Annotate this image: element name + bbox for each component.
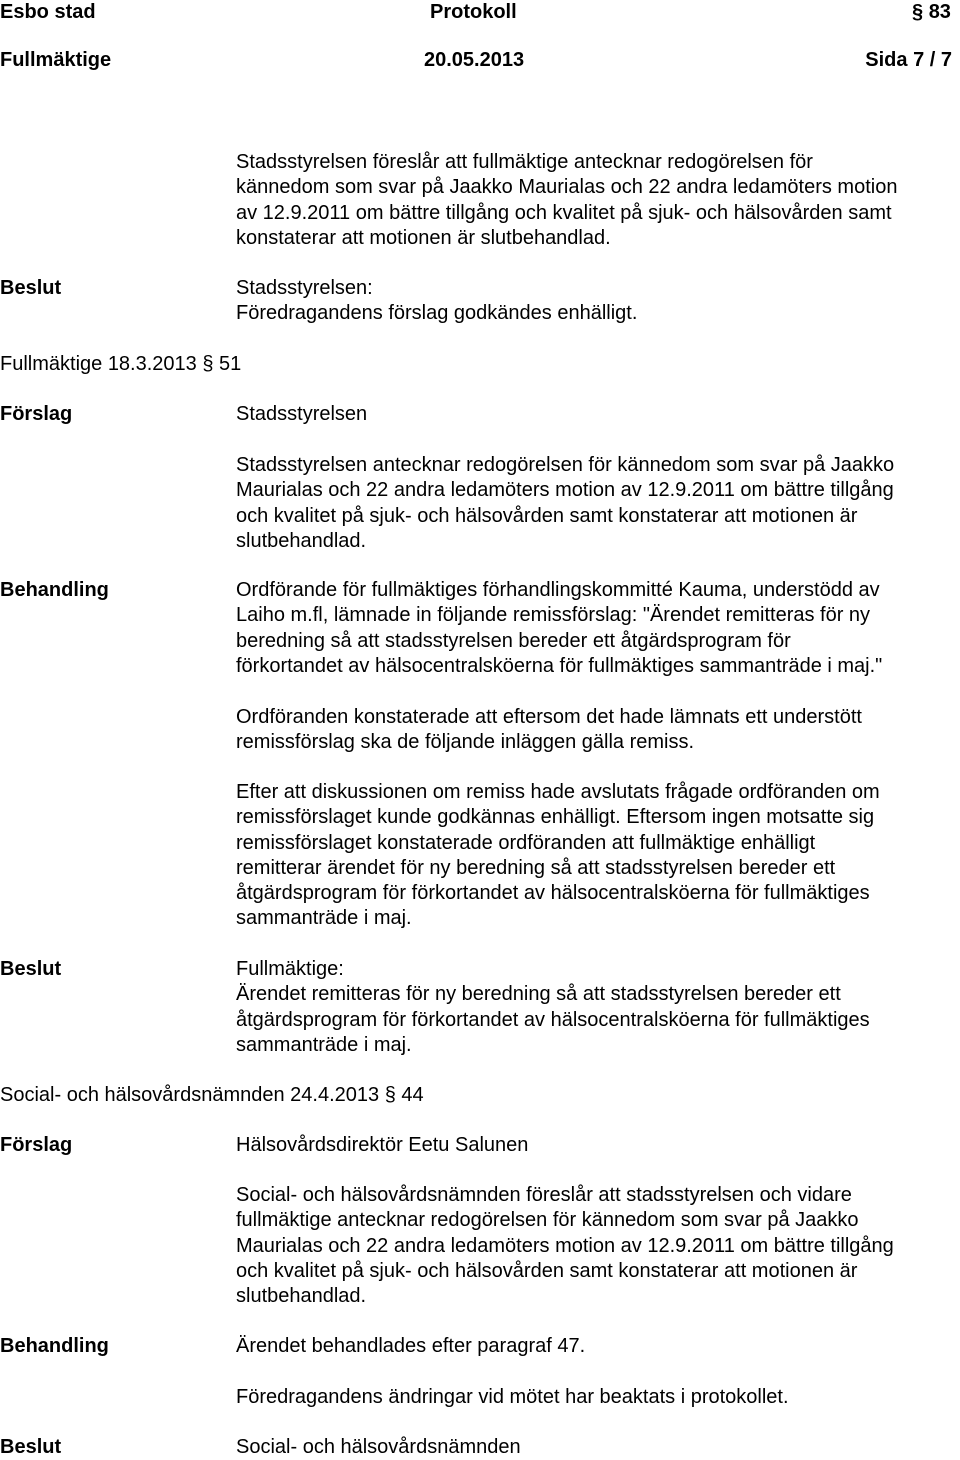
header-doc-type: Protokoll bbox=[430, 1, 517, 23]
beslut-label: Beslut bbox=[0, 277, 62, 299]
proposer-text: Hälsovårdsdirektör Eetu Salunen bbox=[236, 1134, 529, 1156]
beslut-label: Beslut bbox=[0, 1436, 62, 1458]
header-org: Esbo stad bbox=[0, 1, 96, 23]
section-heading-fullmaktige: Fullmäktige 18.3.2013 § 51 bbox=[0, 353, 242, 375]
behandling-label: Behandling bbox=[0, 1335, 109, 1357]
handling-text: Ärendet behandlades efter paragraf 47. bbox=[236, 1335, 586, 1357]
forslag-label: Förslag bbox=[0, 1134, 73, 1156]
proposal-paragraph: Stadsstyrelsen föreslår att fullmäktige antecknar redogörelsen för kännedom som svar på Jaakko Maurialas och 22 andra ledamöters motion av 12.9.2011 om bättre tillgång och kvalitet på sjuk- och hälsovården samt konstaterar att motionen är slutbehandlad. bbox=[236, 151, 898, 249]
decision-text: Fullmäktige: Ärendet remitteras för ny beredning så att stadsstyrelsen bereder ett åtgärdsprogram för förkortandet av hälsocentralsköerna för fullmäktiges sammanträde i maj. bbox=[236, 958, 870, 1056]
handling-paragraph: Ordföranden konstaterade att eftersom det hade lämnats ett understött remissförslag ska de följande inläggen gälla remiss. bbox=[236, 706, 862, 754]
handling-paragraph: Föredragandens ändringar vid mötet har beaktats i protokollet. bbox=[236, 1386, 789, 1408]
proposal-paragraph: Social- och hälsovårdsnämnden föreslår att stadsstyrelsen och vidare fullmäktige antecknar redogörelsen för kännedom som svar på Jaakko Maurialas och 22 andra ledamöters motion av 12.9.2011 om bättre tillgång och kvalitet på sjuk- och hälsovården samt konstaterar att motionen är slutbehandlad. bbox=[236, 1184, 894, 1308]
section-heading-social: Social- och hälsovårdsnämnden 24.4.2013 § 44 bbox=[0, 1084, 424, 1106]
decision-text: Stadsstyrelsen: Föredragandens förslag godkändes enhälligt. bbox=[236, 277, 638, 325]
page-number-value: 83 bbox=[928, 1, 951, 23]
header-date: 20.05.2013 bbox=[424, 49, 525, 71]
header-page-number: § 83 bbox=[912, 1, 951, 23]
handling-text: Ordförande för fullmäktiges förhandlingskommitté Kauma, understödd av Laiho m.fl, lämnade in följande remissförslag: "Ärendet remitteras för ny beredning så att stadsstyrelsen bereder ett åtgärdsprogram för förkortandet av hälsocentralsköerna för fullmäktiges sammanträde i maj." bbox=[236, 579, 883, 677]
decision-text: Social- och hälsovårdsnämnden bbox=[236, 1436, 521, 1458]
proposer-text: Stadsstyrelsen bbox=[236, 403, 368, 425]
proposal-paragraph: Stadsstyrelsen antecknar redogörelsen för kännedom som svar på Jaakko Maurialas och 22 andra ledamöters motion av 12.9.2011 om bättre tillgång och kvalitet på sjuk- och hälsovården samt konstaterar att motionen är slutbehandlad. bbox=[236, 454, 895, 552]
handling-paragraph: Efter att diskussionen om remiss hade avslutats frågade ordföranden om remissförslaget kunde godkännas enhälligt. Eftersom ingen motsatte sig remissförslaget konstaterade ordföranden att fullmäktige enhälligt remitterar ärendet för ny beredning så att stadsstyrelsen bereder ett åtgärdsprogram för förkortandet av hälsocentralsköerna för fullmäktiges sammanträde i maj. bbox=[236, 781, 880, 930]
forslag-label: Förslag bbox=[0, 403, 73, 425]
behandling-label: Behandling bbox=[0, 579, 109, 601]
header-body: Fullmäktige bbox=[0, 49, 112, 71]
beslut-label: Beslut bbox=[0, 958, 62, 980]
header-page-info: Sida 7 / 7 bbox=[865, 49, 952, 71]
